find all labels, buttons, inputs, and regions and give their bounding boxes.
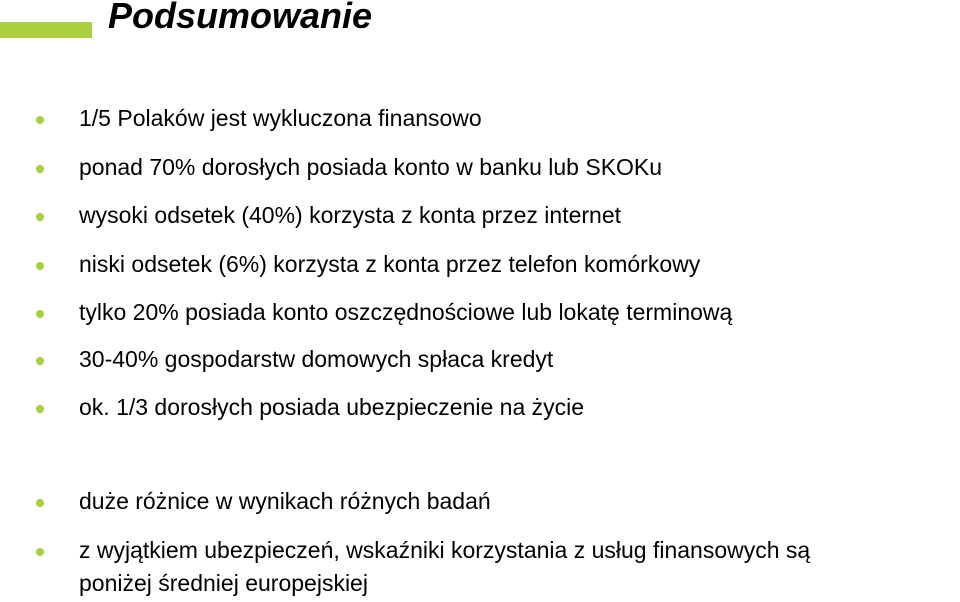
bullet-dot-icon xyxy=(36,548,44,556)
bullet-text: 30-40% gospodarstw domowych spłaca kredyt xyxy=(79,346,554,372)
bullet-text: niski odsetek (6%) korzysta z konta przez telefon komórkowy xyxy=(79,251,701,277)
bullet-dot-icon xyxy=(36,116,44,124)
bullet-dot-icon xyxy=(36,357,44,365)
bullet-dot-icon xyxy=(36,310,44,318)
bullet-text: ponad 70% dorosłych posiada konto w banku lub SKOKu xyxy=(79,154,663,180)
slide-title: Podsumowanie xyxy=(108,0,373,36)
bullet-text: 1/5 Polaków jest wykluczona finansowo xyxy=(79,105,482,131)
bullet-text: ok. 1/3 dorosłych posiada ubezpieczenie na życie xyxy=(79,394,585,420)
bullet-text: duże różnice w wynikach różnych badań xyxy=(79,488,491,514)
bullet-dot-icon xyxy=(36,499,44,507)
bullet-dot-icon xyxy=(36,165,44,173)
bullet-text: wysoki odsetek (40%) korzysta z konta przez internet xyxy=(79,202,622,228)
bullet-text: z wyjątkiem ubezpieczeń, wskaźniki korzystania z usług finansowych są xyxy=(79,537,811,563)
bullet-text-continuation: poniżej średniej europejskiej xyxy=(79,570,368,596)
bullet-text: tylko 20% posiada konto oszczędnościowe lub lokatę terminową xyxy=(79,299,733,325)
bullet-dot-icon xyxy=(36,213,44,221)
title-accent-bar xyxy=(0,22,92,38)
bullet-dot-icon xyxy=(36,405,44,413)
bullet-dot-icon xyxy=(36,262,44,270)
